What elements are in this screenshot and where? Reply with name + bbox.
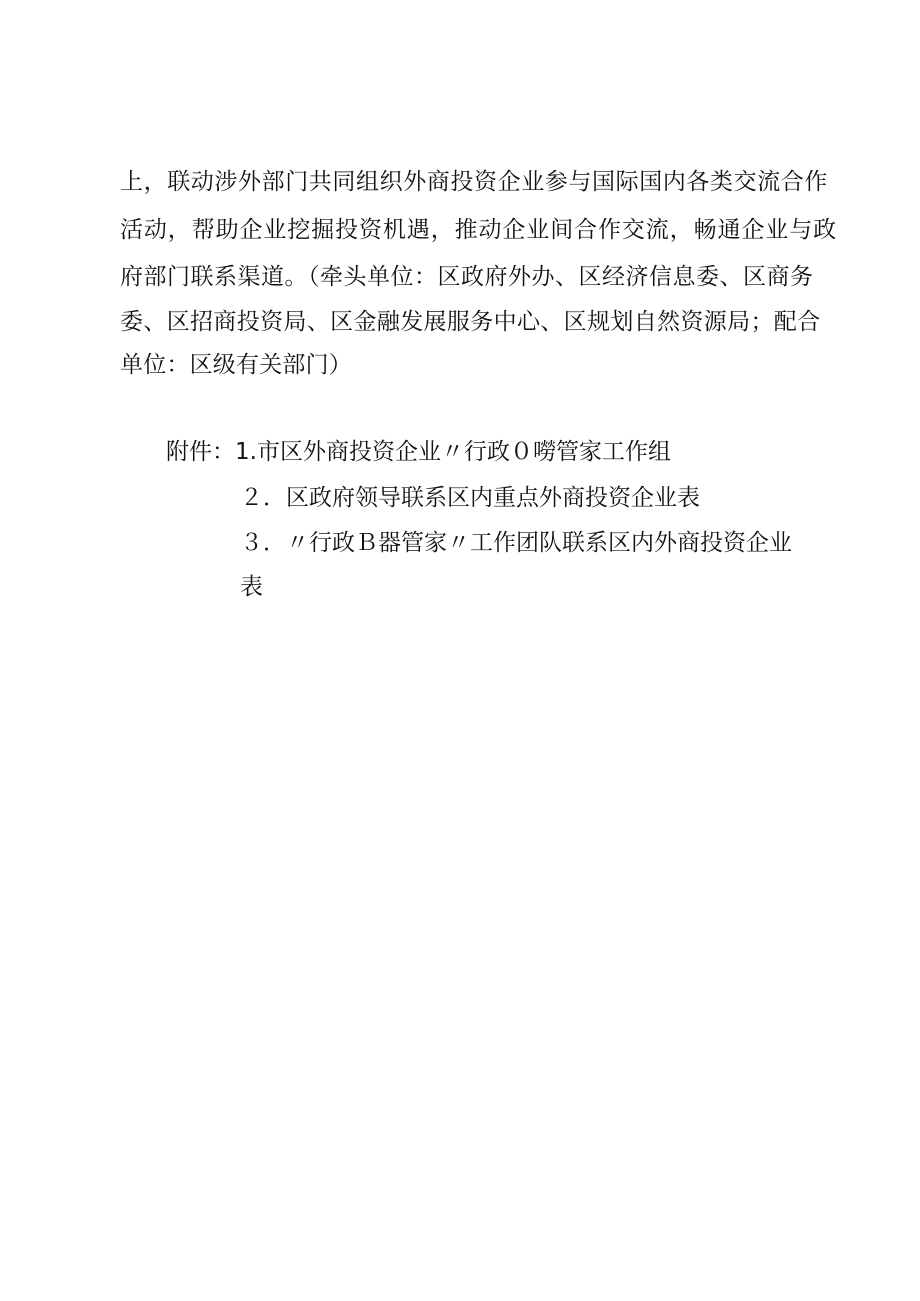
attachment-item-2: ２．区政府领导联系区内重点外商投资企业表 bbox=[240, 485, 700, 511]
paragraph-line-3: 府部门联系渠道。（牵头单位：区政府外办、区经济信息委、区商务 bbox=[120, 264, 814, 290]
paragraph-line-4: 委、区招商投资局、区金融发展服务中心、区规划自然资源局；配合 bbox=[120, 309, 821, 335]
attachment-item-3: ３．〃行政Ｂ器管家〃工作团队联系区内外商投资企业 bbox=[240, 530, 792, 556]
attachment-item-3-continuation: 表 bbox=[240, 574, 263, 600]
paragraph-line-5: 单位：区级有关部门） bbox=[120, 352, 352, 378]
attachment-item-1: 附件：1.市区外商投资企业〃行政０嘮管家工作组 bbox=[166, 439, 671, 465]
paragraph-line-1: 上，联动涉外部门共同组织外商投资企业参与国际国内各类交流合作 bbox=[120, 169, 828, 195]
paragraph-line-2: 活动，帮助企业挖掘投资机遇，推动企业间合作交流，畅通企业与政 bbox=[120, 217, 837, 243]
